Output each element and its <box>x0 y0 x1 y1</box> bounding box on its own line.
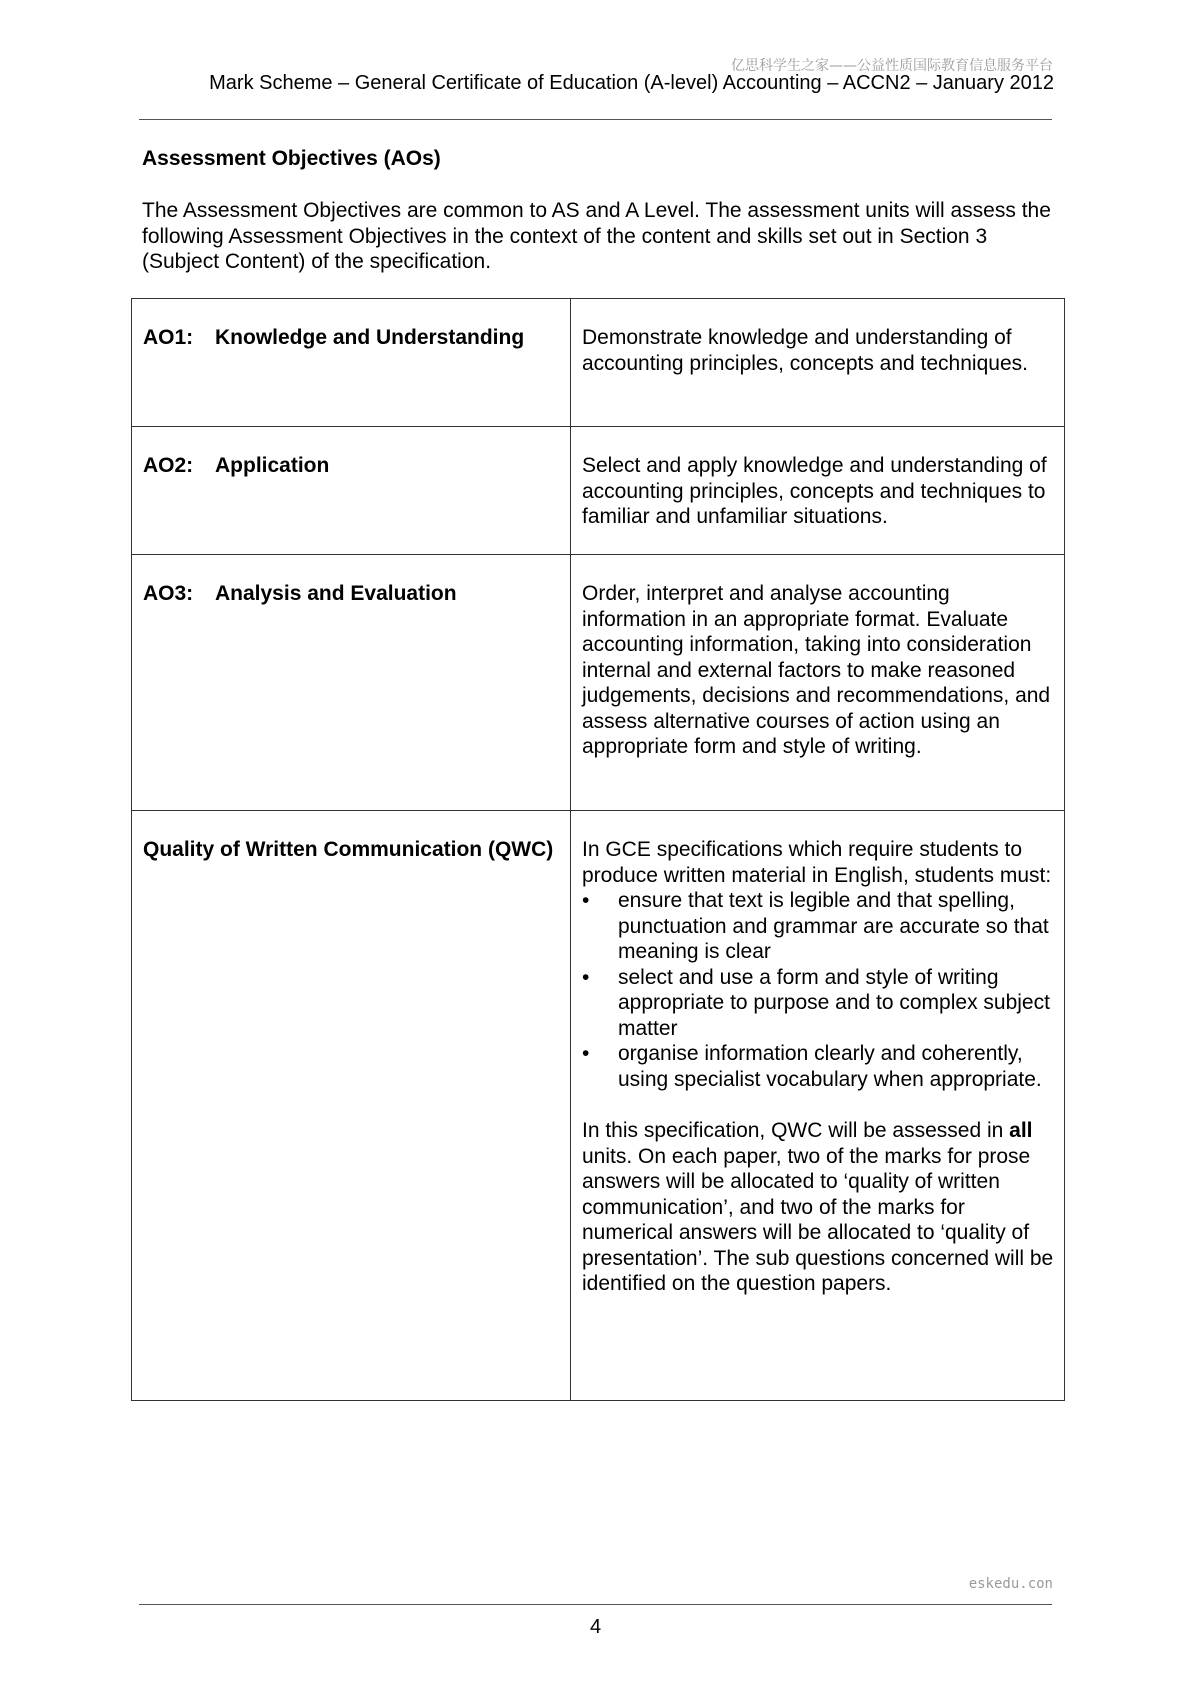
ao-code: AO2: <box>143 454 194 477</box>
ao-name: Knowledge and Understanding <box>215 326 525 349</box>
paragraph-text: units. On each paper, two of the marks for prose answers will be allocated to ‘quality of written communication’, and two of the marks for numerical answers will be allocated to ‘quality of presentation’. The sub questions concerned will be identified on the question papers. <box>582 1144 1054 1295</box>
header-watermark: 亿思科学生之家——公益性质国际教育信息服务平台 <box>731 58 1053 74</box>
emphasis-text: all <box>1009 1119 1033 1142</box>
bullet-text: select and use a form and style of writing appropriate to purpose and to complex subject matter <box>618 965 1050 1040</box>
qwc-bullet-list <box>582 888 1054 1092</box>
ao2-label-cell <box>132 427 571 555</box>
footer-watermark: eskedu.con <box>968 1576 1053 1592</box>
page-number: 4 <box>589 1616 602 1638</box>
assessment-objectives-table <box>131 298 1065 1401</box>
bullet-text: organise information clearly and coherently, using specialist vocabulary when appropriate. <box>618 1042 1042 1091</box>
footer-divider <box>139 1604 1052 1605</box>
section-intro: The Assessment Objectives are common to AS and A Level. The assessment units will assess the following Assessment Objectives in the context of the content and skills set out in Section 3 (Subject Content) of the specification. <box>142 199 1051 273</box>
bullet-icon: • <box>582 965 590 989</box>
qwc-intro: In GCE specifications which require students to produce written material in English, students must: <box>582 838 1052 887</box>
qwc-assessment-paragraph <box>582 1118 1054 1297</box>
ao1-label-cell <box>132 299 571 427</box>
list-item <box>582 888 1054 965</box>
list-item <box>582 1041 1054 1092</box>
bullet-icon: • <box>582 1042 590 1065</box>
ao-name: Application <box>215 454 330 477</box>
qwc-label-cell <box>132 811 571 1401</box>
list-item <box>582 965 1054 1042</box>
paragraph-text: In this specification, QWC will be assessed in <box>582 1119 1010 1142</box>
table-row <box>132 811 1065 1401</box>
ao-name: Analysis and Evaluation <box>215 582 457 605</box>
table-row <box>132 555 1065 811</box>
table-row <box>132 299 1065 427</box>
ao2-description: Select and apply knowledge and understanding of accounting principles, concepts and techniques to familiar and unfamiliar situations. <box>571 427 1065 555</box>
ao3-description: Order, interpret and analyse accounting information in an appropriate format. Evaluate accounting information, taking into consideration internal and external factors to make reasoned judgements, decisions and recommendations, and assess alternative courses of action using an appropriate form and style of writing. <box>571 555 1065 811</box>
bullet-icon: • <box>582 889 590 912</box>
ao3-label-cell <box>132 555 571 811</box>
qwc-name: Quality of Written Communication (QWC) <box>143 838 554 861</box>
ao-code: AO3: <box>143 582 194 605</box>
qwc-description <box>571 811 1065 1401</box>
ao-code: AO1: <box>143 326 194 349</box>
table-row <box>132 427 1065 555</box>
bullet-text: ensure that text is legible and that spelling, punctuation and grammar are accurate so that meaning is clear <box>618 889 1049 963</box>
header-title: Mark Scheme – General Certificate of Education (A-level) Accounting – ACCN2 – January 2012 <box>209 72 1054 94</box>
ao1-description: Demonstrate knowledge and understanding of accounting principles, concepts and techniques. <box>571 299 1065 427</box>
header-divider <box>139 119 1052 120</box>
section-heading: Assessment Objectives (AOs) <box>142 147 441 170</box>
